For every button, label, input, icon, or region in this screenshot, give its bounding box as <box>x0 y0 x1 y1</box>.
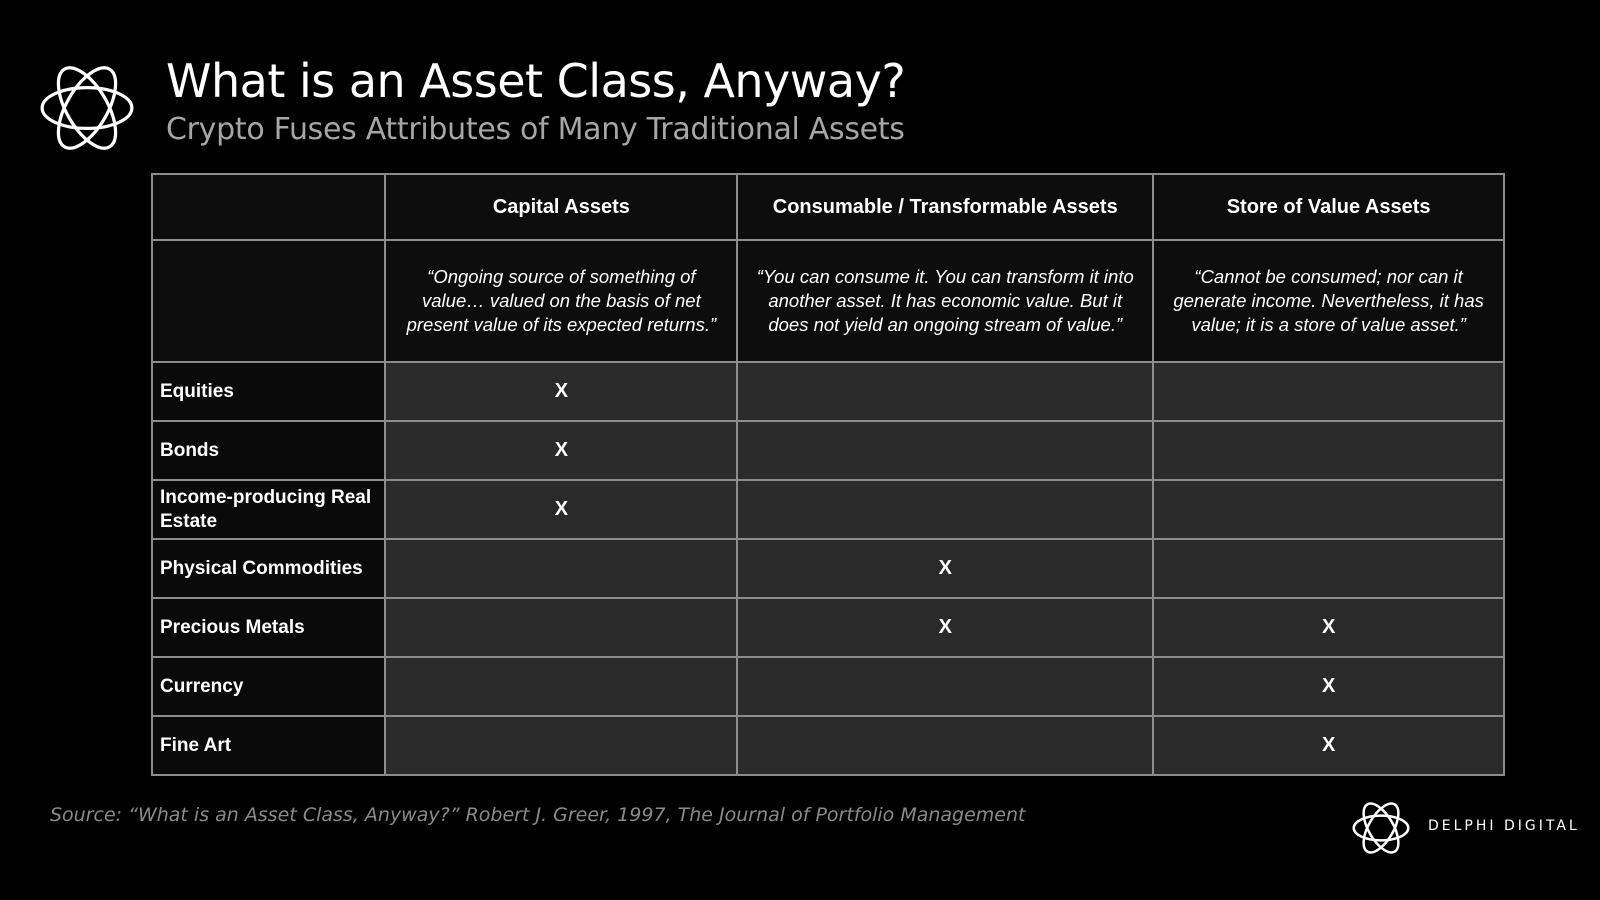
table-row <box>152 657 1504 716</box>
mark-cell <box>1153 539 1504 598</box>
asset-class-table <box>151 173 1505 776</box>
column-definition: “Cannot be consumed; nor can it generate income. Nevertheless, it has value; it is a store of value asset.” <box>1153 240 1504 362</box>
table-row <box>152 716 1504 775</box>
page-subtitle: Crypto Fuses Attributes of Many Traditional Assets <box>166 112 905 147</box>
mark-cell <box>385 598 737 657</box>
row-label: Fine Art <box>152 716 385 775</box>
row-label: Bonds <box>152 421 385 480</box>
row-label: Physical Commodities <box>152 539 385 598</box>
mark-cell <box>385 539 737 598</box>
row-label: Equities <box>152 362 385 421</box>
row-label: Income-producing Real Estate <box>152 480 385 539</box>
mark-cell: X <box>1153 716 1504 775</box>
table-row <box>152 480 1504 539</box>
mark-cell: X <box>385 421 737 480</box>
mark-cell <box>385 657 737 716</box>
corner-cell <box>152 240 385 362</box>
mark-cell <box>737 657 1153 716</box>
table-row <box>152 362 1504 421</box>
page-title: What is an Asset Class, Anyway? <box>166 54 906 108</box>
column-header: Store of Value Assets <box>1153 174 1504 240</box>
corner-cell <box>152 174 385 240</box>
mark-cell: X <box>1153 657 1504 716</box>
mark-cell <box>737 362 1153 421</box>
table-header-row <box>152 174 1504 240</box>
row-label: Currency <box>152 657 385 716</box>
mark-cell <box>1153 480 1504 539</box>
mark-cell: X <box>385 480 737 539</box>
mark-cell: X <box>737 598 1153 657</box>
mark-cell <box>385 716 737 775</box>
row-label: Precious Metals <box>152 598 385 657</box>
column-definition: “You can consume it. You can transform it into another asset. It has economic value. But it does not yield an ongoing stream of value.” <box>737 240 1153 362</box>
definition-row <box>152 240 1504 362</box>
delphi-logo-icon <box>36 54 138 162</box>
mark-cell <box>737 716 1153 775</box>
mark-cell <box>1153 421 1504 480</box>
brand-wordmark: DELPHI DIGITAL <box>1428 818 1580 834</box>
mark-cell <box>737 480 1153 539</box>
column-header: Capital Assets <box>385 174 737 240</box>
table-row <box>152 421 1504 480</box>
source-citation: Source: “What is an Asset Class, Anyway?” Robert J. Greer, 1997, The Journal of Portfolio Management <box>50 804 1026 826</box>
column-definition: “Ongoing source of something of value… valued on the basis of net present value of its expected returns.” <box>385 240 737 362</box>
mark-cell: X <box>1153 598 1504 657</box>
table-row <box>152 539 1504 598</box>
table-row <box>152 598 1504 657</box>
delphi-logo-small-icon <box>1350 796 1412 860</box>
mark-cell: X <box>737 539 1153 598</box>
mark-cell <box>737 421 1153 480</box>
mark-cell: X <box>385 362 737 421</box>
mark-cell <box>1153 362 1504 421</box>
column-header: Consumable / Transformable Assets <box>737 174 1153 240</box>
